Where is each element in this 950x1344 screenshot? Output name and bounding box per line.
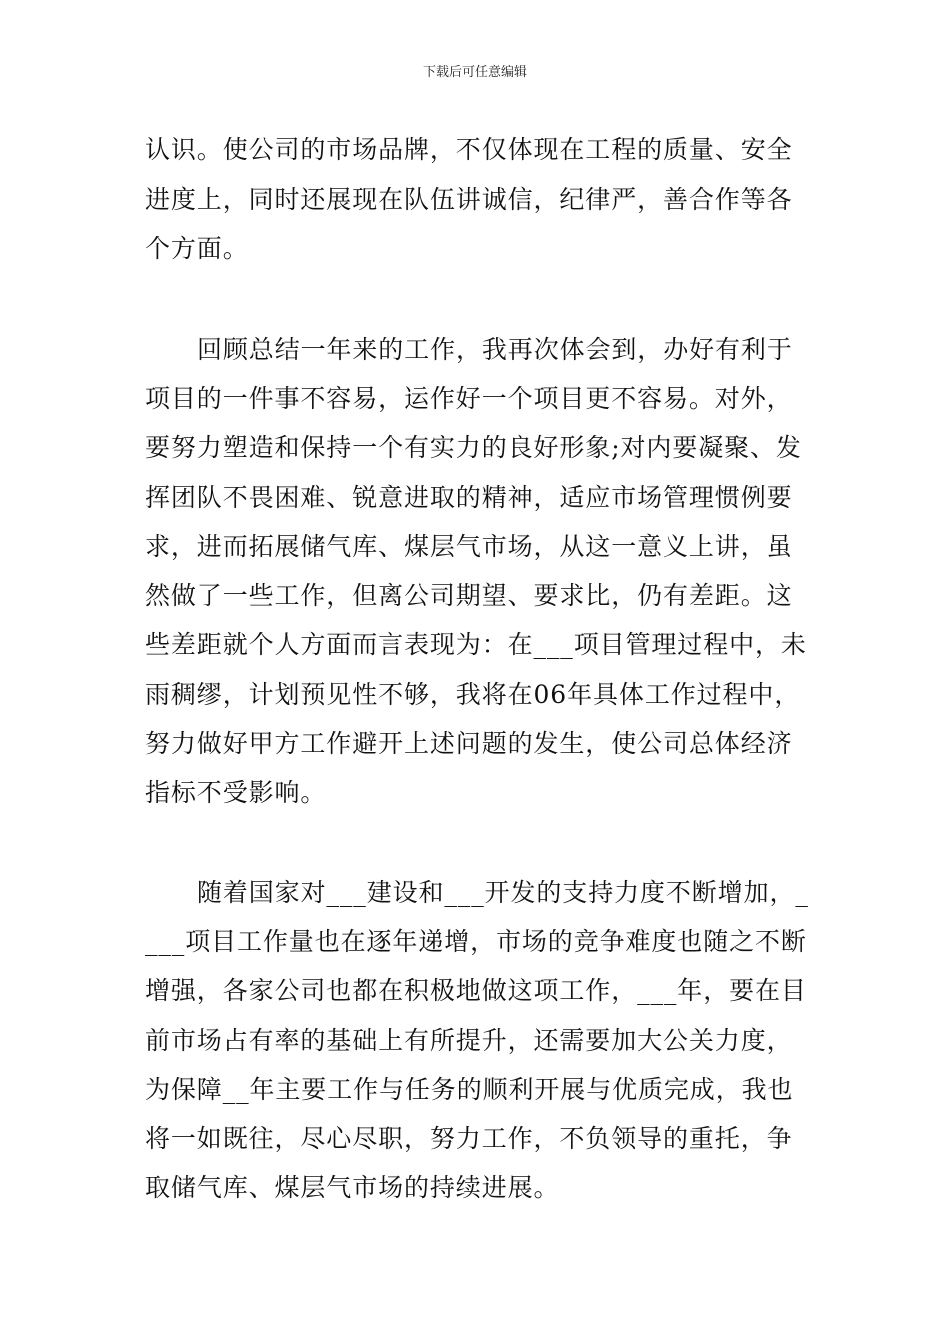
paragraph-3-line-3: 增强，各家公司也都在积极地做这项工作，___年，要在目: [145, 976, 807, 1005]
paragraph-3-line-4: 前市场占有率的基础上有所提升，还需要加大公关力度，: [145, 1026, 793, 1055]
paragraph-3-line-2: ___项目工作量也在逐年递增，市场的竞争难度也随之不断: [145, 927, 807, 956]
paragraph-1-line-1: 认识。使公司的市场品牌，不仅体现在工程的质量、安全: [145, 135, 793, 164]
paragraph-2-line-4: 挥团队不畏困难、锐意进取的精神，适应市场管理惯例要: [145, 483, 793, 512]
paragraph-2-line-1: 回顾总结一年来的工作，我再次体会到，办好有利于: [197, 335, 793, 364]
paragraph-2-line-7: 些差距就个人方面而言表现为：在___项目管理过程中，未: [145, 630, 807, 659]
paragraph-3-line-6: 将一如既往，尽心尽职，努力工作，不负领导的重托，争: [145, 1124, 793, 1153]
paragraph-1-line-2: 进度上，同时还展现在队伍讲诚信，纪律严，善合作等各: [145, 185, 793, 214]
paragraph-2-line-9: 努力做好甲方工作避开上述问题的发生，使公司总体经济: [145, 729, 793, 758]
paragraph-2-line-3: 要努力塑造和保持一个有实力的良好形象;对内要凝聚、发: [145, 433, 802, 462]
paragraph-2-line-2: 项目的一件事不容易，运作好一个项目更不容易。对外，: [145, 384, 793, 413]
paragraph-3-line-1: 随着国家对___建设和___开发的支持力度不断增加，_: [197, 878, 809, 907]
paragraph-2-line-5: 求，进而拓展储气库、煤层气市场，从这一意义上讲，虽: [145, 532, 793, 561]
page-header-note: 下载后可任意编辑: [422, 65, 527, 80]
paragraph-2-line-8: 雨稠缪，计划预见性不够，我将在06年具体工作过程中，: [145, 680, 801, 709]
paragraph-2-line-6: 然做了一些工作，但离公司期望、要求比，仍有差距。这: [145, 581, 793, 610]
paragraph-2-line-10: 指标不受影响。: [145, 778, 327, 807]
paragraph-3-line-7: 取储气库、煤层气市场的持续进展。: [145, 1173, 560, 1202]
paragraph-1-line-3: 个方面。: [145, 234, 249, 263]
paragraph-3-line-5: 为保障__年主要工作与任务的顺利开展与优质完成，我也: [145, 1075, 794, 1104]
